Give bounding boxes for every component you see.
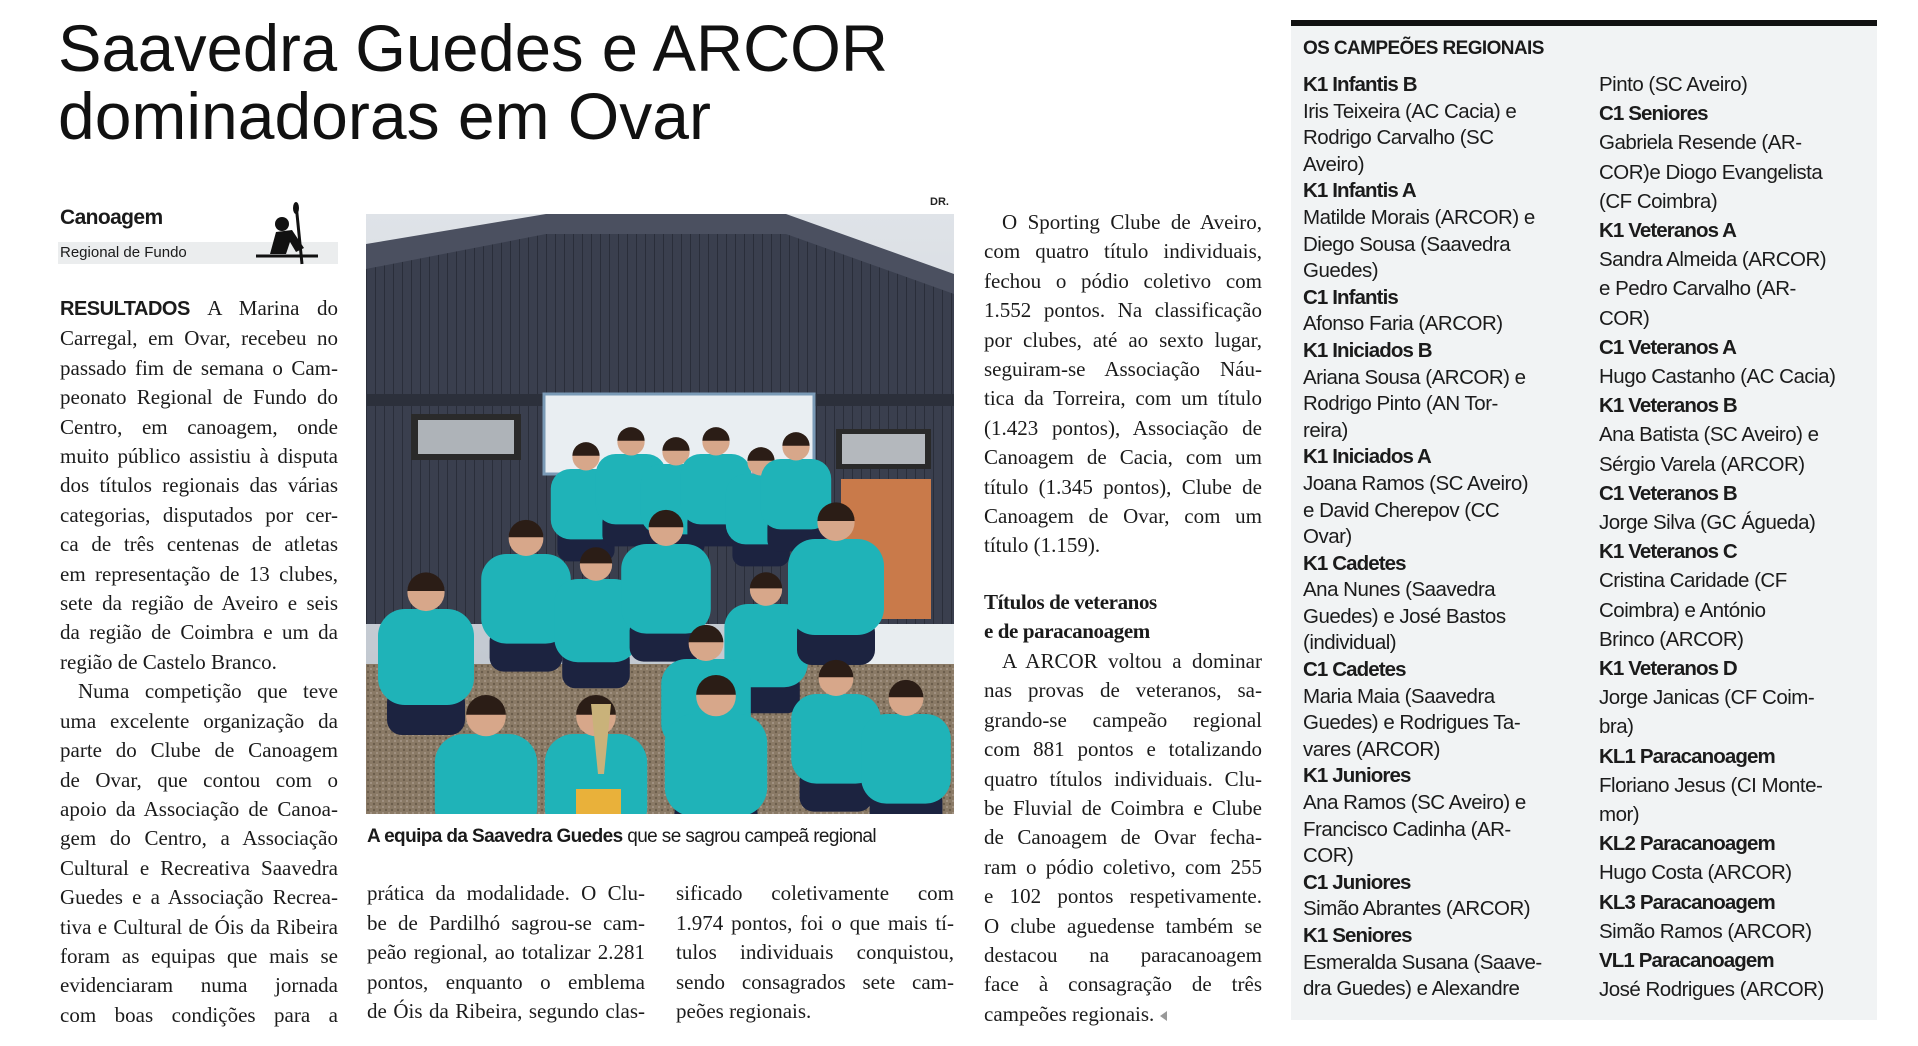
champion-line: reira) xyxy=(1303,418,1348,442)
text-line: 1.552 pontos. Na classificação xyxy=(984,298,1262,323)
text-line: Canoagem de Ovar, com um xyxy=(984,504,1262,529)
category-heading: C1 Veteranos A xyxy=(1599,335,1737,359)
champion-line: Jorge Silva (GC Águeda) xyxy=(1599,511,1816,535)
text-line: apoio da Associação de Canoa- xyxy=(60,796,338,821)
text-line: pontos, enquanto o emblema xyxy=(367,969,645,994)
category-heading: K1 Seniores xyxy=(1303,924,1412,947)
champion-line: Matilde Morais (ARCOR) e xyxy=(1303,205,1535,229)
text-line: destacou na paracanoagem xyxy=(984,943,1262,968)
text-line: parte do Clube de Canoagem xyxy=(60,738,338,763)
text-line: de Ovar, que contou com o xyxy=(60,767,338,792)
text-line: com boas condições para a xyxy=(60,1002,338,1027)
champion-line: Guedes) e José Bastos xyxy=(1303,604,1506,628)
text-line: be Fluvial de Coimbra e Clube xyxy=(984,796,1262,821)
lead-word: RESULTADOS xyxy=(60,298,208,320)
champion-line: Esmeralda Susana (Saave- xyxy=(1303,950,1542,974)
text-line: categorias, disputados por cer- xyxy=(60,502,338,527)
sidebar-title: OS CAMPEÕES REGIONAIS xyxy=(1303,38,1544,59)
champion-line: Ana Nunes (Saavedra xyxy=(1303,578,1496,602)
category-heading: K1 Veteranos C xyxy=(1599,540,1737,564)
headline-line: dominadoras em Ovar xyxy=(58,79,711,153)
headline xyxy=(58,11,888,153)
champion-line: (individual) xyxy=(1303,631,1397,655)
champion-line: Gabriela Resende (AR- xyxy=(1599,131,1802,155)
champions-column-1 xyxy=(1303,72,1585,1003)
text-line: quatro títulos individuais. Clu- xyxy=(984,766,1262,791)
text-line: Centro, em canoagem, onde xyxy=(60,414,338,439)
champion-line: e Pedro Carvalho (AR- xyxy=(1599,277,1796,301)
team-photo xyxy=(366,214,954,814)
text-line: gem do Centro, a Associação xyxy=(60,826,338,851)
champion-line: COR) xyxy=(1303,844,1354,868)
category-heading: K1 Infantis B xyxy=(1303,73,1417,96)
champion-line: Guedes) e Rodrigues Ta- xyxy=(1303,711,1521,735)
category-heading: KL2 Paracanoagem xyxy=(1599,832,1775,856)
champion-line: Jorge Janicas (CF Coim- xyxy=(1599,686,1815,710)
text-line: seguiram-se Associação Náu- xyxy=(984,357,1262,382)
champion-line: Cristina Caridade (CF xyxy=(1599,569,1787,593)
champion-line: dra Guedes) e Alexandre xyxy=(1303,977,1520,1001)
text-line: Cultural e Recreativa Saavedra xyxy=(60,855,338,880)
text-line: evidenciaram numa jornada xyxy=(60,973,338,998)
text-line: Guedes e a Associação Recrea- xyxy=(60,885,338,910)
champion-line: Afonso Faria (ARCOR) xyxy=(1303,312,1503,336)
category-heading: KL3 Paracanoagem xyxy=(1599,890,1775,914)
text-line: nas provas de veteranos, sa- xyxy=(984,678,1262,703)
category-heading: K1 Juniores xyxy=(1303,764,1411,788)
text-line: da região de Coimbra e um da xyxy=(60,620,338,645)
text-line: campeões regionais. xyxy=(984,1000,1262,1029)
champion-line: Ana Ramos (SC Aveiro) e xyxy=(1303,791,1526,815)
champion-line: Ovar) xyxy=(1303,525,1352,549)
text-line: uma excelente organização da xyxy=(60,708,338,733)
champion-line: Aveiro) xyxy=(1303,152,1365,176)
text-line: peão regional, ao totalizar 2.281 xyxy=(367,940,645,965)
text-line: muito público assistiu à disputa xyxy=(60,444,338,469)
champion-line: Simão Abrantes (ARCOR) xyxy=(1303,897,1531,921)
champion-line: mor) xyxy=(1599,803,1640,827)
text-line: sete da região de Aveiro e seis xyxy=(60,591,338,616)
text-line: título (1.159). xyxy=(984,533,1101,558)
category-heading: K1 Veteranos D xyxy=(1599,657,1737,681)
champion-line: vares (ARCOR) xyxy=(1303,737,1441,761)
end-of-article-icon xyxy=(1160,1011,1167,1021)
champion-line: Pinto (SC Aveiro) xyxy=(1599,73,1748,96)
category-heading: K1 Cadetes xyxy=(1303,551,1406,575)
text-line: fechou o pódio coletivo com xyxy=(984,268,1262,293)
category-heading: C1 Seniores xyxy=(1599,102,1708,126)
photo-caption xyxy=(367,826,955,848)
caption-text: que se sagrou campeã regional xyxy=(622,826,877,847)
category-heading: K1 Veteranos A xyxy=(1599,219,1737,243)
prize-box xyxy=(576,789,621,814)
text-line: passado fim de semana o Cam- xyxy=(60,355,338,380)
text-line: tica da Torreira, com um título xyxy=(984,386,1262,411)
section-label: Canoagem xyxy=(60,206,163,229)
champion-line: e David Cherepov (CC xyxy=(1303,498,1500,522)
champion-line: Ana Batista (SC Aveiro) e xyxy=(1599,423,1819,447)
champion-line: Simão Ramos (ARCOR) xyxy=(1599,919,1812,943)
category-heading: K1 Veteranos B xyxy=(1599,394,1737,418)
text-line: tulos individuais conquistou, xyxy=(676,940,954,965)
photo-credit: DR. xyxy=(930,196,949,208)
champion-line: Diego Sousa (Saavedra xyxy=(1303,232,1511,256)
athlete-figure xyxy=(435,734,537,814)
champion-line: Iris Teixeira (AC Cacia) e xyxy=(1303,99,1517,123)
category-heading: K1 Infantis A xyxy=(1303,179,1416,203)
champions-column-2 xyxy=(1599,70,1881,1005)
text-line: face à consagração de três xyxy=(984,972,1262,997)
text-line: Carregal, em Ovar, recebeu no xyxy=(60,326,338,351)
text-line: por clubes, até ao sexto lugar, xyxy=(984,327,1262,352)
athlete-figure xyxy=(861,714,951,804)
text-line: região de Castelo Branco. xyxy=(60,649,277,674)
category-heading: C1 Veteranos B xyxy=(1599,481,1737,505)
champion-line: Maria Maia (Saavedra xyxy=(1303,684,1495,708)
champion-line: COR) xyxy=(1599,306,1650,330)
text-line: A ARCOR voltou a dominar xyxy=(1002,649,1262,673)
text-line: em representação de 13 clubes, xyxy=(60,561,338,586)
text-line: foram as equipas que mais se xyxy=(60,943,338,968)
category-heading: VL1 Paracanoagem xyxy=(1599,949,1774,973)
category-heading: KL1 Paracanoagem xyxy=(1599,744,1775,768)
text-line: Canoagem de Cacia, com um xyxy=(984,445,1262,470)
athlete-figure xyxy=(788,539,884,635)
champion-line: Ariana Sousa (ARCOR) e xyxy=(1303,365,1526,389)
champion-line: Brinco (ARCOR) xyxy=(1599,627,1744,651)
text-line: título (1.345 pontos), Clube de xyxy=(984,474,1262,499)
sidebar-top-rule xyxy=(1291,20,1877,26)
caption-bold: A equipa da Saavedra Guedes xyxy=(367,826,623,847)
champion-line: Coimbra) e António xyxy=(1599,598,1766,622)
champion-line: Guedes) xyxy=(1303,259,1379,283)
champion-line: bra) xyxy=(1599,715,1634,739)
athlete-figure xyxy=(621,544,711,634)
text-line: RESULTADOS A Marina do xyxy=(60,296,338,320)
text-line: de Óis da Ribeira, segundo clas- xyxy=(367,999,645,1024)
champion-line: Joana Ramos (SC Aveiro) xyxy=(1303,471,1529,495)
champion-line: Rodrigo Carvalho (SC xyxy=(1303,126,1494,150)
champion-line: José Rodrigues (ARCOR) xyxy=(1599,978,1824,1002)
text-line: e 102 pontos respetivamente. xyxy=(984,884,1262,909)
category-heading: C1 Cadetes xyxy=(1303,658,1406,682)
champion-line: Floriano Jesus (CI Monte- xyxy=(1599,773,1823,797)
text-line: ram o pódio coletivo, com 255 xyxy=(984,854,1262,879)
text-line: prática da modalidade. O Clu- xyxy=(367,881,645,905)
canoe-paddler-icon xyxy=(252,202,322,266)
subheading-line: Títulos de veteranos xyxy=(984,590,1157,614)
champion-line: Hugo Castanho (AC Cacia) xyxy=(1599,365,1836,389)
headline-line: Saavedra Guedes e ARCOR xyxy=(58,11,888,85)
article-column-3 xyxy=(676,879,954,1027)
article-column-4-continued xyxy=(984,647,1262,1029)
text-line: peonato Regional de Fundo do xyxy=(60,385,338,410)
article-column-2 xyxy=(367,879,645,1027)
article-column-1 xyxy=(60,294,338,1030)
text-line: sificado coletivamente com xyxy=(676,881,954,905)
team-photo-illustration xyxy=(366,214,954,814)
category-heading: C1 Infantis xyxy=(1303,285,1398,309)
champion-line: Sérgio Varela (ARCOR) xyxy=(1599,452,1805,476)
text-line: de Canoagem de Ovar fecha- xyxy=(984,825,1262,850)
text-line: com quatro título individuais, xyxy=(984,239,1262,264)
text-line: sendo consagrados sete cam- xyxy=(676,969,954,994)
text-line: (1.423 pontos), Associação de xyxy=(984,415,1262,440)
champion-line: Rodrigo Pinto (AN Tor- xyxy=(1303,392,1498,416)
subheading-line: e de paracanoagem xyxy=(984,619,1150,643)
champion-line: Sandra Almeida (ARCOR) xyxy=(1599,248,1827,272)
text-line: grando-se campeão regional xyxy=(984,707,1262,732)
text-line: O clube aguedense também se xyxy=(984,913,1262,938)
text-line: ca de três centenas de atletas xyxy=(60,532,338,557)
text-line: tiva e Cultural de Óis da Ribeira xyxy=(60,914,338,939)
category-heading: K1 Iniciados A xyxy=(1303,445,1431,469)
text-line: peões regionais. xyxy=(676,999,812,1024)
text-line: Numa competição que teve xyxy=(78,679,338,704)
champion-line: (CF Coimbra) xyxy=(1599,189,1718,213)
subheading xyxy=(984,588,1262,646)
champion-line: Hugo Costa (ARCOR) xyxy=(1599,861,1792,885)
category-heading: C1 Juniores xyxy=(1303,870,1411,894)
article-column-4 xyxy=(984,208,1262,561)
champion-line: COR)e Diogo Evangelista xyxy=(1599,160,1823,184)
text-line: O Sporting Clube de Aveiro, xyxy=(1002,210,1262,234)
text-line: 1.974 pontos, foi o que mais tí- xyxy=(676,910,954,935)
category-heading: K1 Iniciados B xyxy=(1303,338,1432,362)
athlete-figure xyxy=(665,714,767,814)
text-line: be de Pardilhó sagrou-se cam- xyxy=(367,910,645,935)
champion-line: Francisco Cadinha (AR- xyxy=(1303,817,1511,841)
athlete-figure xyxy=(378,609,474,705)
section-subtitle: Regional de Fundo xyxy=(60,244,187,261)
text-line: com 881 pontos e totalizando xyxy=(984,737,1262,762)
text-line: dos títulos regionais das várias xyxy=(60,473,338,498)
